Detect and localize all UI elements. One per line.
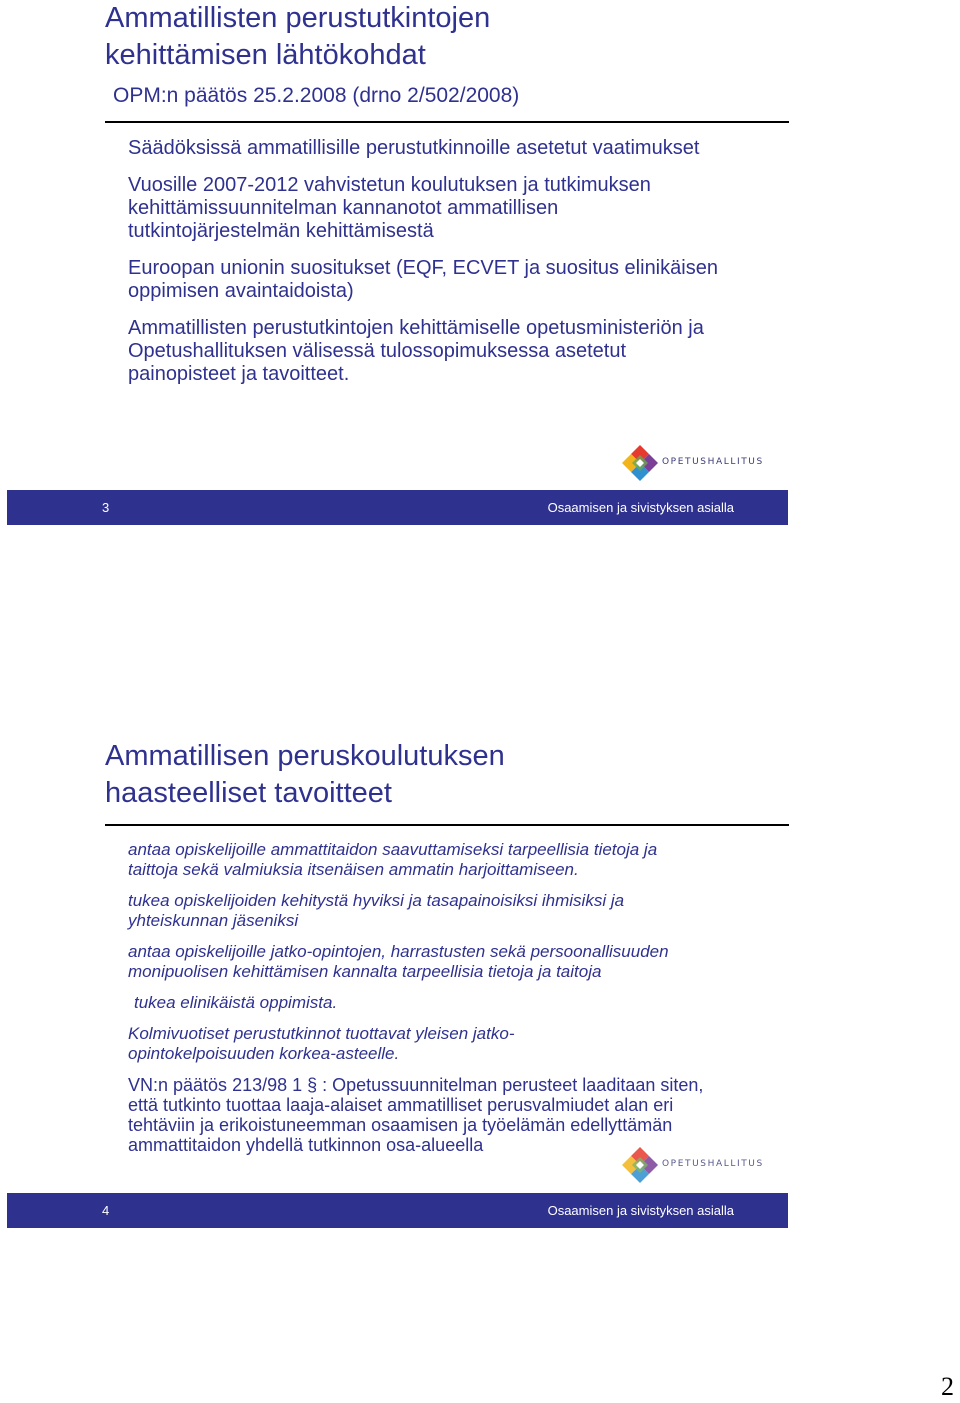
list-item: Ammatillisten perustutkintojen kehittämiselle opetusministeriön ja Opetushallituksen välisessä tulossopimuksessa asetetut painopisteet ja tavoitteet. (128, 317, 704, 385)
logo-wordmark: OPETUSHALLITUS (662, 1159, 764, 1169)
footer-tagline: Osaamisen ja sivistyksen asialla (547, 1203, 734, 1218)
list-item: tukea elinikäistä oppimista. (134, 993, 338, 1012)
list-item: Vuosille 2007-2012 vahvistetun koulutuksen ja tutkimuksen kehittämissuunnitelman kannanotot ammatillisen tutkintojärjestelmän kehittämisestä (128, 174, 651, 242)
list-item: Kolmivuotiset perustutkinnot tuottavat yleisen jatko-opintokelpoisuuden korkea-asteelle. (128, 1024, 515, 1063)
list-item: antaa opiskelijoille jatko-opintojen, harrastusten sekä persoonallisuuden monipuolisen kehittämisen kannalta tarpeellisia tietoja ja taitoja (128, 942, 669, 981)
list-item: Euroopan unionin suositukset (EQF, ECVET ja suositus elinikäisen oppimisen avaintaidoista) (128, 257, 718, 302)
title-divider (105, 824, 789, 826)
bullet-list (128, 840, 728, 1166)
logo-mark-icon (620, 1145, 660, 1185)
slide-number: 4 (102, 1203, 110, 1218)
slide-footer (7, 1193, 788, 1228)
slide-title: Ammatillisen peruskoulutuksen haasteelliset tavoitteet (105, 740, 505, 809)
list-item: Säädöksissä ammatillisille perustutkinnoille asetetut vaatimukset (128, 137, 700, 159)
footer-tagline: Osaamisen ja sivistyksen asialla (547, 500, 734, 515)
slide-subtitle: OPM:n päätös 25.2.2008 (drno 2/502/2008) (113, 84, 520, 107)
list-item: tukea opiskelijoiden kehitystä hyviksi ja tasapainoisiksi ihmisiksi ja yhteiskunnan jäseniksi (128, 891, 625, 930)
list-item: antaa opiskelijoille ammattitaidon saavuttamiseksi tarpeellisia tietoja ja taittoja sekä valmiuksia itsenäisen ammatin harjoittamiseen. (128, 840, 658, 879)
slide-title: Ammatillisten perustutkintojen kehittämisen lähtökohdat (105, 2, 491, 71)
page-number: 2 (941, 1372, 954, 1401)
slide-number: 3 (102, 500, 110, 515)
list-item: VN:n päätös 213/98 1 § : Opetussuunnitelman perusteet laaditaan siten, että tutkinto tuottaa laaja-alaiset ammatilliset perusvalmiudet alan eri tehtäviin ja erikoistuneemman osaamisen ja työelämän edellyttämän ammattitaidon yhdellä tutkinnon osa-alueella (128, 1075, 704, 1155)
logo-wordmark: OPETUSHALLITUS (662, 457, 764, 467)
opetushallitus-logo (620, 1145, 764, 1187)
